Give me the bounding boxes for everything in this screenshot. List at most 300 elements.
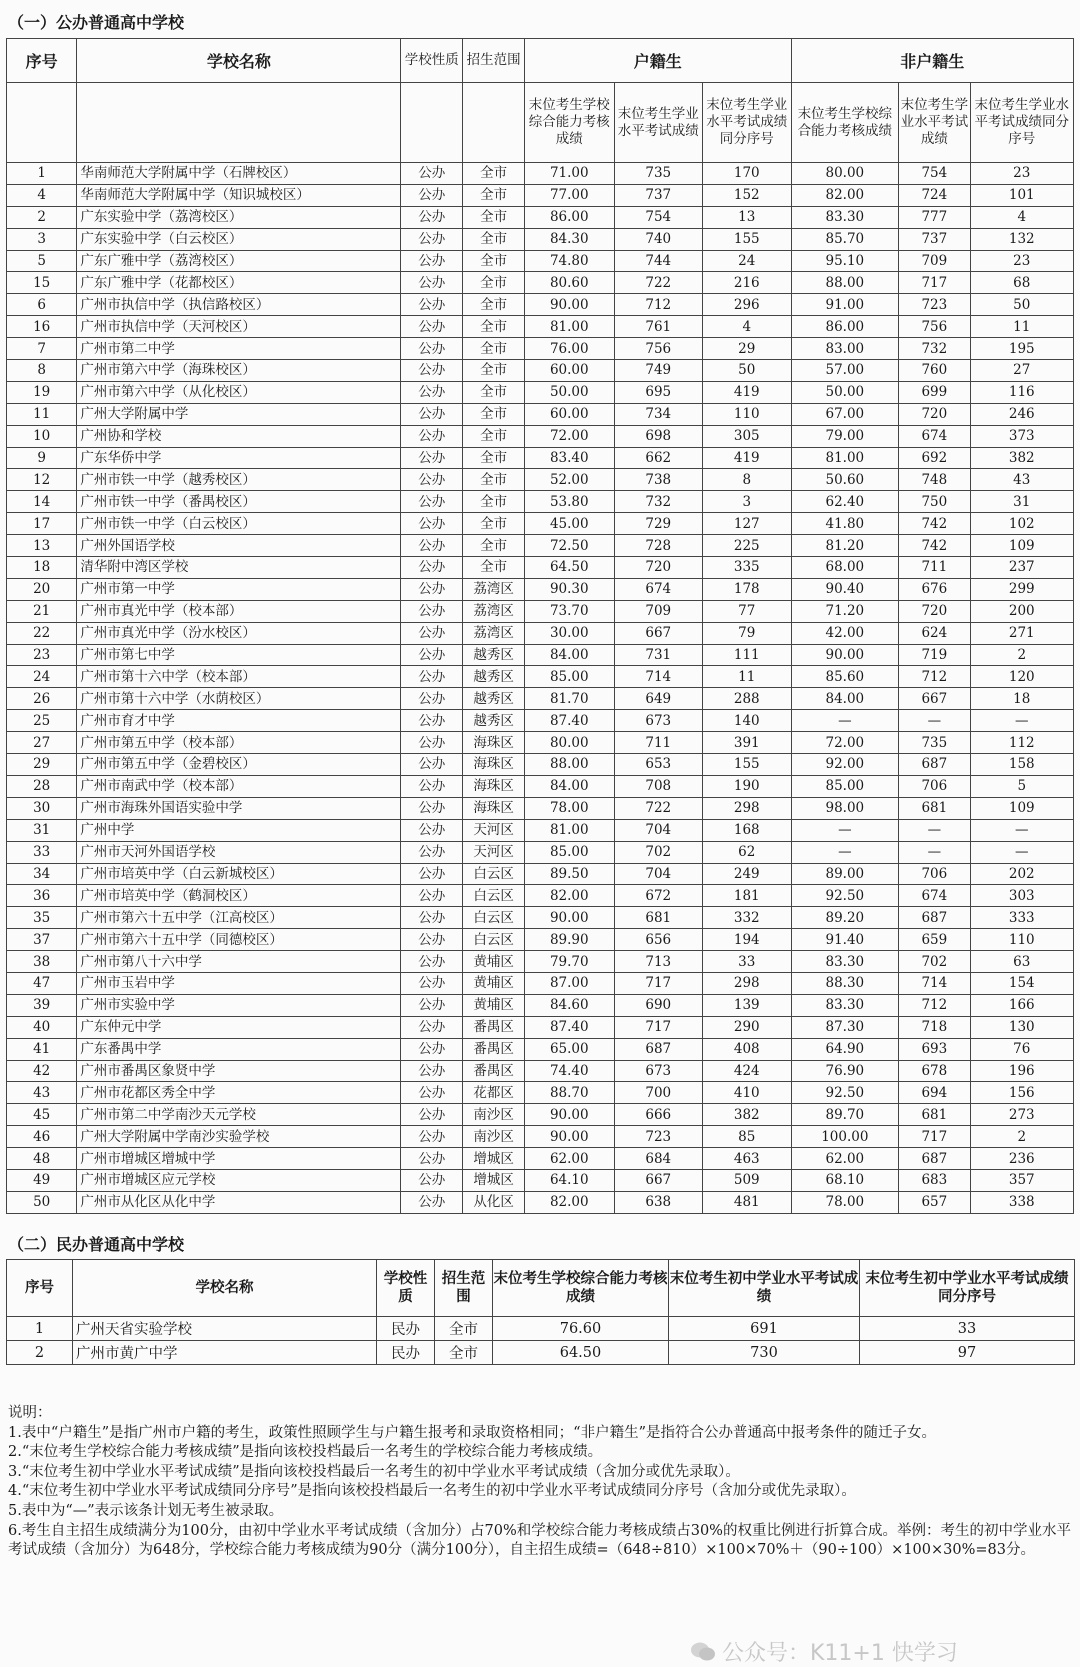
cell-school-name: 广州市第八十六中学 (77, 951, 401, 973)
cell-nonhuji-exam: 667 (899, 688, 970, 710)
table-row (7, 622, 1074, 644)
table-row (7, 1317, 1075, 1341)
cell-seq: 48 (7, 1148, 77, 1170)
cell-nonhuji-ability: 85.60 (791, 666, 899, 688)
cell-huji-exam: 711 (614, 732, 702, 754)
cell-range: 从化区 (463, 1191, 525, 1213)
cell-huji-exam: 731 (614, 644, 702, 666)
cell-seq: 22 (7, 622, 77, 644)
table-row (7, 951, 1074, 973)
cell-nonhuji-ability: 85.70 (791, 228, 899, 250)
cell-seq: 9 (7, 447, 77, 469)
table-row (7, 294, 1074, 316)
cell-nonhuji-ability: 91.40 (791, 929, 899, 951)
cell-huji-ability: 80.60 (525, 272, 615, 294)
cell-nonhuji-exam: 681 (899, 797, 970, 819)
table-row (7, 1082, 1074, 1104)
cell-nonhuji-rank: 116 (970, 381, 1073, 403)
cell-huji-ability: 81.70 (525, 688, 615, 710)
cell-nonhuji-ability: 100.00 (791, 1126, 899, 1148)
cell-range: 全市 (463, 491, 525, 513)
cell-school-name: 广东番禺中学 (77, 1038, 401, 1060)
table-row (7, 513, 1074, 535)
cell-nonhuji-exam: 702 (899, 951, 970, 973)
cell-huji-ability: 71.00 (525, 163, 615, 185)
cell-huji-ability: 64.10 (525, 1169, 615, 1191)
cell-seq: 43 (7, 1082, 77, 1104)
cell-nonhuji-exam: 748 (899, 469, 970, 491)
header-nonhuji-ability: 末位考生学校综合能力考核成绩 (791, 83, 899, 163)
cell-school-name: 广州市培英中学（白云新城校区） (77, 863, 401, 885)
cell-seq: 18 (7, 557, 77, 579)
cell-nature: 公办 (401, 775, 463, 797)
cell-school-name: 广州市铁一中学（番禺校区） (77, 491, 401, 513)
cell-range: 全市 (463, 381, 525, 403)
cell-school-name: 广州市执信中学（天河校区） (77, 316, 401, 338)
cell-huji-exam: 722 (614, 272, 702, 294)
cell-range: 荔湾区 (463, 578, 525, 600)
cell-school-name: 广州市花都区秀全中学 (77, 1082, 401, 1104)
table-row (7, 644, 1074, 666)
table-row (7, 775, 1074, 797)
table-row (7, 1341, 1075, 1365)
cell-nonhuji-rank: 236 (970, 1148, 1073, 1170)
cell-seq: 27 (7, 732, 77, 754)
cell-nonhuji-rank: 4 (970, 206, 1073, 228)
cell-nonhuji-ability: 92.50 (791, 1082, 899, 1104)
cell-huji-ability: 90.00 (525, 1126, 615, 1148)
cell-nonhuji-ability: 80.00 (791, 163, 899, 185)
header2-seq: 序号 (7, 1260, 73, 1317)
cell-school-name: 广州市第一中学 (77, 578, 401, 600)
cell-school-name: 广东实验中学（荔湾校区） (77, 206, 401, 228)
cell-huji-exam: 744 (614, 250, 702, 272)
cell-nonhuji-exam: 750 (899, 491, 970, 513)
cell-huji-ability: 73.70 (525, 600, 615, 622)
cell-nonhuji-ability: 98.00 (791, 797, 899, 819)
cell-seq: 2 (7, 206, 77, 228)
cell-nonhuji-rank: 373 (970, 425, 1073, 447)
cell-range: 花都区 (463, 1082, 525, 1104)
cell-nature: 公办 (401, 1082, 463, 1104)
cell-exam: 691 (669, 1317, 860, 1341)
cell-nonhuji-rank: 120 (970, 666, 1073, 688)
cell-huji-ability: 52.00 (525, 469, 615, 491)
cell-huji-rank: 408 (703, 1038, 792, 1060)
cell-nonhuji-ability: 95.10 (791, 250, 899, 272)
cell-school-name: 广州市真光中学（汾水校区） (77, 622, 401, 644)
cell-seq: 33 (7, 841, 77, 863)
cell-huji-ability: 60.00 (525, 403, 615, 425)
table-row (7, 1126, 1074, 1148)
cell-nonhuji-rank: 63 (970, 951, 1073, 973)
cell-nonhuji-exam: 756 (899, 316, 970, 338)
cell-nonhuji-rank: 382 (970, 447, 1073, 469)
cell-seq: 13 (7, 535, 77, 557)
cell-huji-rank: 298 (703, 797, 792, 819)
cell-school-name: 广东仲元中学 (77, 1016, 401, 1038)
cell-huji-rank: 424 (703, 1060, 792, 1082)
cell-huji-ability: 78.00 (525, 797, 615, 819)
cell-nonhuji-exam: 706 (899, 863, 970, 885)
cell-seq: 46 (7, 1126, 77, 1148)
cell-nonhuji-ability: 89.20 (791, 907, 899, 929)
cell-huji-exam: 687 (614, 1038, 702, 1060)
header2-rank: 末位考生初中学业水平考试成绩同分序号 (860, 1260, 1075, 1317)
cell-huji-exam: 690 (614, 994, 702, 1016)
cell-huji-rank: 305 (703, 425, 792, 447)
cell-nonhuji-exam: 687 (899, 907, 970, 929)
header-huji: 户籍生 (525, 39, 792, 83)
cell-nonhuji-exam: 693 (899, 1038, 970, 1060)
cell-nonhuji-ability: 42.00 (791, 622, 899, 644)
cell-school-name: 广州市培英中学（鹤洞校区） (77, 885, 401, 907)
cell-huji-ability: 60.00 (525, 360, 615, 382)
cell-huji-rank: 194 (703, 929, 792, 951)
cell-huji-rank: 85 (703, 1126, 792, 1148)
cell-huji-exam: 712 (614, 294, 702, 316)
cell-nonhuji-ability: 92.50 (791, 885, 899, 907)
cell-huji-rank: 481 (703, 1191, 792, 1213)
cell-range: 白云区 (463, 907, 525, 929)
cell-school-name: 广州市第六中学（海珠校区） (77, 360, 401, 382)
cell-nonhuji-exam: 687 (899, 754, 970, 776)
cell-nonhuji-exam: 760 (899, 360, 970, 382)
cell-seq: 16 (7, 316, 77, 338)
cell-range: 黄埔区 (463, 951, 525, 973)
cell-huji-rank: 3 (703, 491, 792, 513)
cell-range: 全市 (463, 316, 525, 338)
cell-huji-ability: 79.70 (525, 951, 615, 973)
cell-huji-exam: 674 (614, 578, 702, 600)
cell-seq: 30 (7, 797, 77, 819)
cell-nature: 公办 (401, 206, 463, 228)
cell-seq: 24 (7, 666, 77, 688)
cell-seq: 10 (7, 425, 77, 447)
cell-school-name: 广州市第十六中学（校本部） (77, 666, 401, 688)
cell-school-name: 广州大学附属中学 (77, 403, 401, 425)
cell-nonhuji-ability: 83.30 (791, 994, 899, 1016)
cell-range: 全市 (463, 294, 525, 316)
cell-huji-ability: 72.50 (525, 535, 615, 557)
cell-huji-rank: 140 (703, 710, 792, 732)
table-row (7, 491, 1074, 513)
cell-nature: 公办 (401, 972, 463, 994)
cell-nature: 公办 (401, 163, 463, 185)
cell-range: 全市 (463, 360, 525, 382)
table-row (7, 557, 1074, 579)
cell-school-name: 广州市第十六中学（水荫校区） (77, 688, 401, 710)
cell-school-name: 广州市玉岩中学 (77, 972, 401, 994)
cell-huji-exam: 738 (614, 469, 702, 491)
cell-nonhuji-ability: 62.00 (791, 1148, 899, 1170)
table-row (7, 184, 1074, 206)
cell-huji-exam: 666 (614, 1104, 702, 1126)
cell-school-name: 华南师范大学附属中学（知识城校区） (77, 184, 401, 206)
cell-nature: 公办 (401, 819, 463, 841)
cell-huji-ability: 83.40 (525, 447, 615, 469)
cell-huji-exam: 653 (614, 754, 702, 776)
cell-huji-rank: 62 (703, 841, 792, 863)
cell-huji-exam: 756 (614, 338, 702, 360)
cell-huji-ability: 64.50 (525, 557, 615, 579)
table-row (7, 1148, 1074, 1170)
table-row (7, 250, 1074, 272)
cell-nonhuji-ability: — (791, 841, 899, 863)
table-row (7, 403, 1074, 425)
cell-nonhuji-rank: 271 (970, 622, 1073, 644)
cell-nonhuji-rank: 196 (970, 1060, 1073, 1082)
cell-seq: 6 (7, 294, 77, 316)
cell-nonhuji-rank: 112 (970, 732, 1073, 754)
cell-seq: 50 (7, 1191, 77, 1213)
cell-huji-rank: 8 (703, 469, 792, 491)
cell-huji-exam: 695 (614, 381, 702, 403)
cell-nonhuji-exam: 694 (899, 1082, 970, 1104)
header2-nature: 学校性质 (377, 1260, 435, 1317)
cell-nonhuji-exam: 712 (899, 666, 970, 688)
cell-huji-exam: 722 (614, 797, 702, 819)
cell-huji-exam: 649 (614, 688, 702, 710)
cell-seq: 40 (7, 1016, 77, 1038)
cell-nature: 公办 (401, 863, 463, 885)
header-huji-ability: 末位考生学校综合能力考核成绩 (525, 83, 615, 163)
cell-huji-exam: 717 (614, 1016, 702, 1038)
cell-huji-rank: 410 (703, 1082, 792, 1104)
cell-nonhuji-ability: 82.00 (791, 184, 899, 206)
cell-seq: 2 (7, 1341, 73, 1365)
table-row (7, 600, 1074, 622)
cell-range: 番禺区 (463, 1038, 525, 1060)
header2-exam: 末位考生初中学业水平考试成绩 (669, 1260, 860, 1317)
cell-school-name: 广东广雅中学（荔湾校区） (77, 250, 401, 272)
cell-nonhuji-ability: 83.00 (791, 338, 899, 360)
note-item: 6.考生自主招生成绩满分为100分，由初中学业水平考试成绩（含加分）占70%和学校综合能力考核成绩占30%的权重比例进行折算合成。举例：考生的初中学业水平考试成绩（含加分）为648分，学校综合能力考核成绩为90分（满分100分），自主招生成绩=（648÷810）×100×70%＋（90÷100）×100×30%=83分。 (8, 1522, 1071, 1559)
cell-school-name: 广州市海珠外国语实验中学 (77, 797, 401, 819)
cell-nonhuji-rank: 110 (970, 929, 1073, 951)
cell-huji-exam: 667 (614, 1169, 702, 1191)
cell-seq: 12 (7, 469, 77, 491)
table-row (7, 469, 1074, 491)
cell-huji-ability: 84.30 (525, 228, 615, 250)
cell-range: 南沙区 (463, 1104, 525, 1126)
cell-huji-exam: 656 (614, 929, 702, 951)
header-huji-rank: 末位考生学业水平考试成绩同分序号 (703, 83, 792, 163)
cell-huji-ability: 85.00 (525, 666, 615, 688)
cell-nonhuji-rank: 23 (970, 163, 1073, 185)
cell-school-name: 广州市铁一中学（白云校区） (77, 513, 401, 535)
cell-huji-ability: 82.00 (525, 885, 615, 907)
cell-nonhuji-exam: 681 (899, 1104, 970, 1126)
table-row (7, 338, 1074, 360)
cell-nonhuji-ability: 78.00 (791, 1191, 899, 1213)
cell-huji-ability: 30.00 (525, 622, 615, 644)
cell-huji-ability: 84.00 (525, 775, 615, 797)
cell-seq: 14 (7, 491, 77, 513)
cell-huji-exam: 698 (614, 425, 702, 447)
table-row (7, 1169, 1074, 1191)
cell-nonhuji-rank: 299 (970, 578, 1073, 600)
cell-nonhuji-rank: 109 (970, 797, 1073, 819)
cell-nonhuji-rank: — (970, 710, 1073, 732)
cell-range: 天河区 (463, 841, 525, 863)
public-schools-table (6, 38, 1074, 1214)
cell-nonhuji-rank: 2 (970, 1126, 1073, 1148)
cell-huji-rank: 190 (703, 775, 792, 797)
cell-huji-rank: 155 (703, 754, 792, 776)
cell-nonhuji-ability: 68.10 (791, 1169, 899, 1191)
cell-range: 全市 (463, 250, 525, 272)
cell-huji-exam: 681 (614, 907, 702, 929)
cell-nature: 公办 (401, 294, 463, 316)
cell-nature: 公办 (401, 491, 463, 513)
table-row (7, 1016, 1074, 1038)
table-row (7, 381, 1074, 403)
cell-nonhuji-ability: 41.80 (791, 513, 899, 535)
cell-huji-exam: 732 (614, 491, 702, 513)
table-row (7, 754, 1074, 776)
table-row (7, 1060, 1074, 1082)
cell-range: 白云区 (463, 929, 525, 951)
cell-seq: 1 (7, 1317, 73, 1341)
cell-seq: 41 (7, 1038, 77, 1060)
cell-nature: 公办 (401, 797, 463, 819)
cell-nature: 公办 (401, 250, 463, 272)
table-row (7, 535, 1074, 557)
cell-school-name: 清华附中湾区学校 (77, 557, 401, 579)
cell-seq: 1 (7, 163, 77, 185)
cell-huji-ability: 90.30 (525, 578, 615, 600)
cell-huji-ability: 74.80 (525, 250, 615, 272)
note-item: 1.表中“户籍生”是指广州市户籍的考生，政策性照顾学生与户籍生报考和录取资格相同；“非户籍生”是指符合公办普通高中报考条件的随迁子女。 (8, 1424, 936, 1441)
cell-huji-rank: 296 (703, 294, 792, 316)
cell-huji-ability: 72.00 (525, 425, 615, 447)
cell-nonhuji-exam: 717 (899, 1126, 970, 1148)
cell-nonhuji-ability: 89.00 (791, 863, 899, 885)
cell-rank: 97 (860, 1341, 1075, 1365)
cell-nonhuji-ability: 88.30 (791, 972, 899, 994)
cell-nonhuji-exam: 735 (899, 732, 970, 754)
header2-school-name: 学校名称 (73, 1260, 377, 1317)
cell-nature: 公办 (401, 360, 463, 382)
cell-nonhuji-exam: 709 (899, 250, 970, 272)
cell-huji-exam: 672 (614, 885, 702, 907)
cell-nonhuji-rank: 154 (970, 972, 1073, 994)
cell-nonhuji-rank: 338 (970, 1191, 1073, 1213)
cell-huji-rank: 463 (703, 1148, 792, 1170)
cell-huji-exam: 667 (614, 622, 702, 644)
cell-range: 越秀区 (463, 688, 525, 710)
cell-seq: 34 (7, 863, 77, 885)
cell-huji-ability: 88.00 (525, 754, 615, 776)
cell-school-name: 广州市天河外国语学校 (77, 841, 401, 863)
cell-huji-exam: 662 (614, 447, 702, 469)
cell-nonhuji-rank: 27 (970, 360, 1073, 382)
cell-huji-exam: 638 (614, 1191, 702, 1213)
cell-huji-exam: 713 (614, 951, 702, 973)
cell-huji-ability: 53.80 (525, 491, 615, 513)
cell-range: 天河区 (463, 819, 525, 841)
table-row (7, 732, 1074, 754)
cell-nonhuji-ability: 91.00 (791, 294, 899, 316)
cell-nonhuji-ability: 88.00 (791, 272, 899, 294)
cell-seq: 26 (7, 688, 77, 710)
cell-huji-exam: 702 (614, 841, 702, 863)
cell-seq: 25 (7, 710, 77, 732)
cell-seq: 17 (7, 513, 77, 535)
note-item: 2.“末位考生学校综合能力考核成绩”是指向该校投档最后一名考生的学校综合能力考核成绩。 (8, 1444, 603, 1461)
table-row (7, 1191, 1074, 1213)
cell-nonhuji-ability: 81.00 (791, 447, 899, 469)
cell-huji-ability: 84.60 (525, 994, 615, 1016)
cell-school-name: 广州市铁一中学（越秀校区） (77, 469, 401, 491)
cell-nonhuji-exam: 676 (899, 578, 970, 600)
cell-nature: 公办 (401, 622, 463, 644)
cell-seq: 28 (7, 775, 77, 797)
cell-range: 海珠区 (463, 754, 525, 776)
cell-nonhuji-exam: 699 (899, 381, 970, 403)
cell-range: 越秀区 (463, 710, 525, 732)
header-huji-exam: 末位考生学业水平考试成绩 (614, 83, 702, 163)
cell-huji-exam: 761 (614, 316, 702, 338)
table-row (7, 972, 1074, 994)
cell-huji-rank: 290 (703, 1016, 792, 1038)
cell-nonhuji-rank: 132 (970, 228, 1073, 250)
cell-nonhuji-ability: 92.00 (791, 754, 899, 776)
cell-huji-ability: 81.00 (525, 316, 615, 338)
cell-range: 全市 (463, 447, 525, 469)
cell-nonhuji-rank: 43 (970, 469, 1073, 491)
cell-nonhuji-exam: 777 (899, 206, 970, 228)
cell-nature: 公办 (401, 688, 463, 710)
cell-huji-ability: 82.00 (525, 1191, 615, 1213)
cell-nature: 公办 (401, 1038, 463, 1060)
cell-seq: 49 (7, 1169, 77, 1191)
cell-seq: 47 (7, 972, 77, 994)
cell-nonhuji-rank: 11 (970, 316, 1073, 338)
cell-nonhuji-exam: — (899, 841, 970, 863)
cell-huji-rank: 77 (703, 600, 792, 622)
cell-huji-rank: 111 (703, 644, 792, 666)
cell-range: 全市 (463, 469, 525, 491)
note-item: 3.“末位考生初中学业水平考试成绩”是指向该校投档最后一名考生的初中学业水平考试成绩（含加分或优先录取）。 (8, 1463, 740, 1480)
cell-school-name: 广州市真光中学（校本部） (77, 600, 401, 622)
cell-huji-ability: 89.90 (525, 929, 615, 951)
cell-school-name: 广州市第七中学 (77, 644, 401, 666)
cell-nonhuji-ability: 62.40 (791, 491, 899, 513)
cell-seq: 36 (7, 885, 77, 907)
cell-nonhuji-ability: 89.70 (791, 1104, 899, 1126)
cell-huji-rank: 419 (703, 447, 792, 469)
cell-huji-ability: 81.00 (525, 819, 615, 841)
cell-range: 越秀区 (463, 644, 525, 666)
cell-seq: 23 (7, 644, 77, 666)
cell-nonhuji-exam: 719 (899, 644, 970, 666)
cell-nonhuji-exam: 714 (899, 972, 970, 994)
cell-school-name: 广州天省实验学校 (73, 1317, 377, 1341)
cell-nature: 公办 (401, 557, 463, 579)
table-row (7, 163, 1074, 185)
cell-seq: 11 (7, 403, 77, 425)
cell-school-name: 广州市实验中学 (77, 994, 401, 1016)
cell-nature: 公办 (401, 994, 463, 1016)
cell-nature: 公办 (401, 535, 463, 557)
cell-huji-exam: 749 (614, 360, 702, 382)
table-row (7, 666, 1074, 688)
cell-nature: 公办 (401, 425, 463, 447)
cell-nature: 公办 (401, 1191, 463, 1213)
cell-nonhuji-ability: — (791, 819, 899, 841)
